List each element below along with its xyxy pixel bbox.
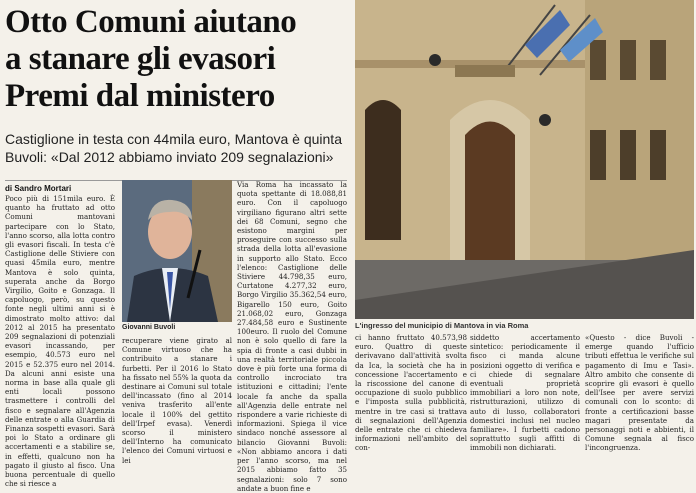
- headline-line-2: a stanare gli evasori: [5, 41, 276, 77]
- article-column-1: Poco più di 151mila euro. È quanto ha fruttato ad otto Comuni mantovani partecipare con lo Stato, l'anno scorso, alla lotta contro gli evasori fiscali. In testa c'è Castiglione delle Stiviere con quasi 45mila euro, mentre Mantova è solo quinta, superata anche da Borgo Virgilio, Goito e Gonzaga. Il capoluogo, però, su questo fonte negli ultimi anni si è dimostrato molto attivo: dal 2012 al 2015 ha presentato 209 segnalazioni di potenziali evasori incassando, per esempio, 40.573 euro nel 2015 e 52.375 euro nel 2014. Da alcuni anni esiste una norma in base alla quale gli enti locali possono trasmettere i controlli del fisco e segnalare all'Agenzia delle entrate o alla Guardia di Finanza sospetti evasori. Sarà poi lo Stato a ordinare gli accertamenti e a stabilire se, in effetti, qualcuno non ha pagato il giusto al fisco. Una buona percentuale di quello che si riesce a: [5, 194, 115, 489]
- headline-line-1: Otto Comuni aiutano: [5, 4, 297, 40]
- article-column-3: Via Roma ha incassato la quota spettante di 18.088,81 euro. Con il capoluogo virgiliano figurano altri sette dei 68 Comuni, segno che esistono margini per proseguire con successo sulla strada della lotta all'evasione in supporto allo Stato. Ecco l'elenco: Castiglione delle Stiviere 44.798,35 euro, Curtatone 4.277,32 euro, Borgo Virgilio 35.362,54 euro, Bigarello 150 euro, Goito 21.068,02 euro, Gonzaga 27.484,58 euro e Sustinente 100euro. Il ruolo del Comune non è solo quello di fare la spia di fronte a casi dubbi in una realtà territoriale piccola dove è più forte una forma di controllo incrociato tra istituzioni e cittadini; l'ente locale fa anche da spalla all'Agenzia delle entrate nel rispondere a varie richieste di informazioni. Spiega il vice sindaco nonché assessore al bilancio Giovanni Buvoli: «Non abbiamo ancora i dati per l'anno scorso, ma nel 2015 abbiamo fatto 35 segnalazioni: solo 7 sono andate a buon fine e: [237, 180, 347, 493]
- article-column-2: recuperare viene girato al Comune virtuoso che ha contribuito a stanare i furbetti. Per il 2016 lo Stato ha fissato nel 55% la quota da destinare ai Comuni sul totale dell'incassato (fino al 2014 veniva trasferito all'ente locale il 100% del gettito dell'Irpef evasa). Venerdì scorso il ministero dell'Interno ha comunicato l'elenco dei Comuni virtuosi e lei: [122, 336, 232, 465]
- article-column-5: siddetto accertamento sintetico: periodicamente il fisco ci manda alcune posizioni oggetto di verifica e ci chiede di segnalare eventuali proprietà immobiliari a loro non note, ristrutturazioni, utilizzo di auto di lusso, collaboratori domestici inclusi nel nucleo familiare». I furbetti cadono soprattutto sugli affitti di immobili non dichiarati.: [470, 333, 580, 453]
- portrait-photo: [122, 180, 232, 322]
- headline: [5, 4, 347, 115]
- article-column-4: ci hanno fruttato 40.573,98 euro. Quattro di queste derivavano dall'attività svolta da Ica, la società che ha in concessione l'accertamento e la riscossione del canone di occupazione di suolo pubblico e l'imposta sulla pubblicità, mentre in tre casi si trattava di segnalazioni dell'Agenzia delle entrate che ci chiedeva informazioni nell'ambito del con-: [355, 333, 467, 453]
- article-column-6: «Questo - dice Buvoli - emerge quando l'ufficio tributi effettua le verifiche sul pagamento di Imu e Tasi». Altro ambito che consente di scoprire gli evasori è quello dell'Isee per avere servizi comunali con lo sconto: di fronte a certificazioni basse magari presentate da personaggi noti e abbienti, il Comune segnala al fisco l'incongruenza.: [585, 333, 694, 453]
- portrait-caption: Giovanni Buvoli: [122, 324, 176, 331]
- byline: di Sandro Mortari: [5, 184, 72, 193]
- subheadline: Castiglione in testa con 44mila euro, Mantova è quinta Buvoli: «Dal 2012 abbiamo inviato 209 segnalazioni»: [5, 131, 342, 165]
- portrait-illustration: [122, 180, 232, 322]
- headline-line-3: Premi dal ministero: [5, 78, 275, 114]
- town-hall-illustration: [355, 0, 694, 319]
- photo-caption: L'ingresso del municipio di Mantova in via Roma: [355, 321, 529, 330]
- town-hall-photo: [355, 0, 694, 319]
